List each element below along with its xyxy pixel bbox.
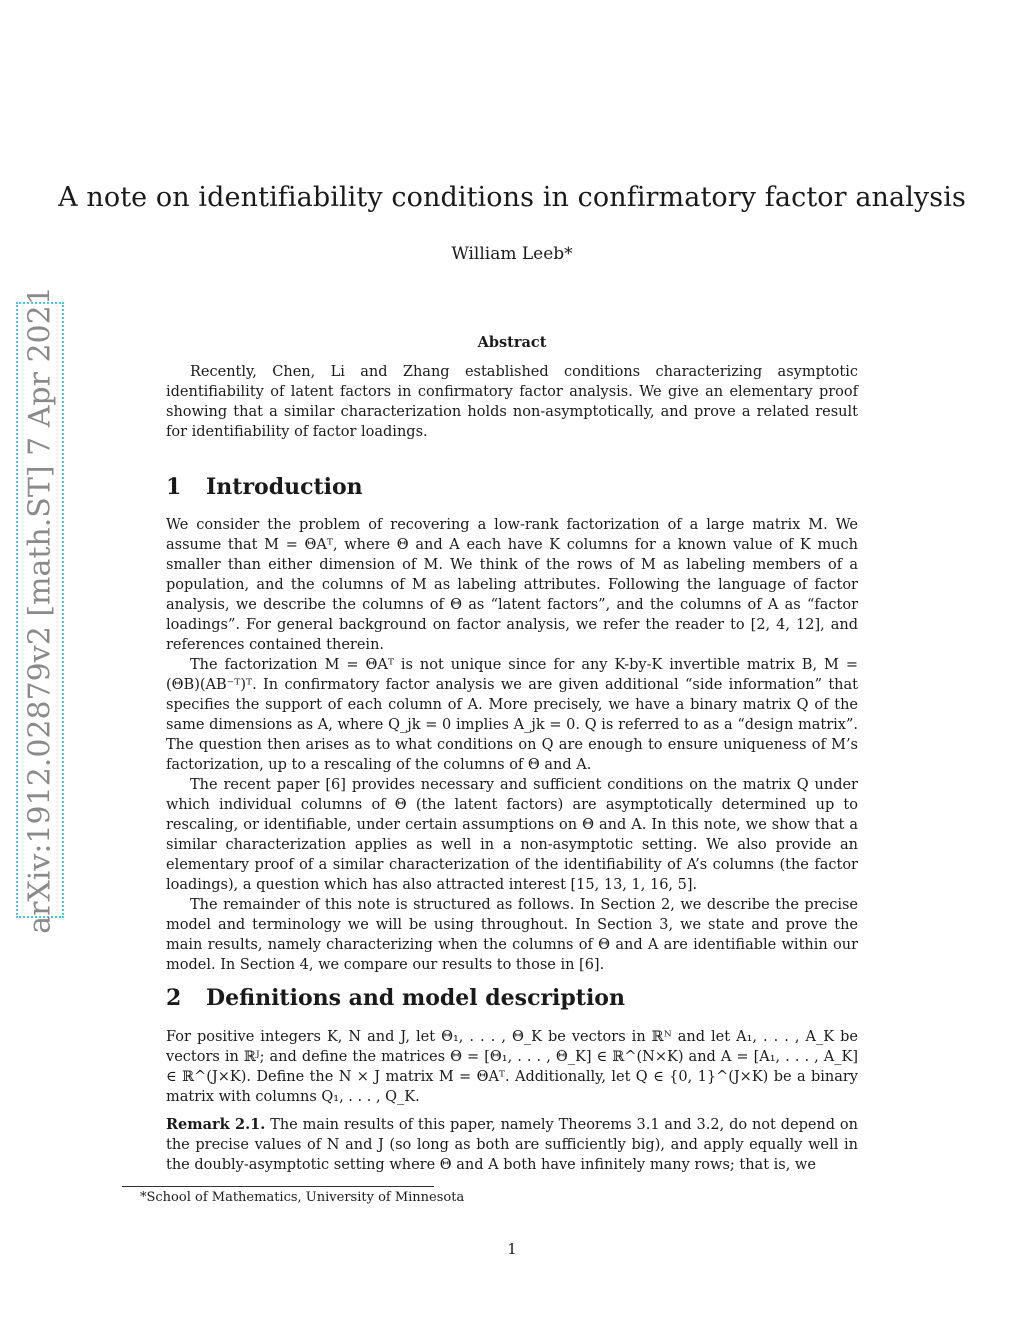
remark-label: Remark 2.1. bbox=[166, 1116, 266, 1133]
paragraph: We consider the problem of recovering a low-rank factorization of a large matrix M. We assume that M = ΘAᵀ, where Θ and A each have K columns for a known value of K much smaller than either dimension of M. We think of the rows of M as labeling members of a population, and the columns of M as labeling attributes. Following the language of factor analysis, we describe the columns of Θ as “latent factors”, and the columns of A as “factor loadings”. For general background on factor analysis, we refer the reader to [2, 4, 12], and references contained therein. bbox=[166, 517, 858, 653]
section-1-heading bbox=[166, 474, 363, 500]
footnote: *School of Mathematics, University of Minnesota bbox=[140, 1190, 465, 1205]
arxiv-stamp bbox=[16, 286, 64, 934]
page-number: 1 bbox=[507, 1240, 517, 1258]
abstract-text: Recently, Chen, Li and Zhang established conditions characterizing asymptotic identifiability of latent factors in confirmatory factor analysis. We give an elementary proof showing that a similar characterization holds non-asymptotically, and prove a related result for identifiability of factor loadings. bbox=[166, 364, 858, 440]
remark-text: The main results of this paper, namely Theorems 3.1 and 3.2, do not depend on the precise values of N and J (so long as both are sufficiently big), and apply equally well in the doubly-asymptotic setting where Θ and A both have infinitely many rows; that is, we bbox=[166, 1117, 858, 1173]
abstract-heading: Abstract bbox=[477, 334, 547, 351]
section-title: Definitions and model description bbox=[206, 985, 625, 1011]
paragraph: For positive integers K, N and J, let Θ₁, . . . , Θ_K be vectors in ℝᴺ and let A₁, . . . , A_K be vectors in ℝᴶ; and define the matrices Θ = [Θ₁, . . . , Θ_K] ∈ ℝ^(N×K) and A = [A₁, . . . , A_K] ∈ ℝ^(J×K). Define the N × J matrix M = ΘAᵀ. Additionally, let Q ∈ {0, 1}^(J×K) be a binary matrix with columns Q₁, . . . , Q_K. bbox=[166, 1029, 858, 1105]
section-number: 1 bbox=[166, 474, 182, 500]
arxiv-id: arXiv:1912.02879v2 [math.ST] 7 Apr 2021 bbox=[22, 286, 58, 934]
section-number: 2 bbox=[166, 985, 182, 1011]
paragraph: The factorization M = ΘAᵀ is not unique since for any K-by-K invertible matrix B, M = (ΘB)(AB⁻ᵀ)ᵀ. In confirmatory factor analysis we are given additional “side information” that specifies the support of each column of A. More precisely, we have a binary matrix Q of the same dimensions as A, where Q_jk = 0 implies A_jk = 0. Q is referred to as a “design matrix”. The question then arises as to what conditions on Q are enough to ensure uniqueness of M’s factorization, up to a rescaling of the columns of Θ and A. bbox=[166, 657, 858, 773]
footnote-rule bbox=[122, 1186, 434, 1187]
paragraph: The recent paper [6] provides necessary and sufficient conditions on the matrix Q under which individual columns of Θ (the latent factors) are asymptotically determined up to rescaling, or identifiable, under certain assumptions on Θ and A. In this note, we show that a similar characterization applies as well in a non-asymptotic setting. We also provide an elementary proof of a similar characterization of the identifiability of A’s columns (the factor loadings), a question which has also attracted interest [15, 13, 1, 16, 5]. bbox=[166, 777, 858, 893]
section-2-heading bbox=[166, 985, 625, 1011]
author: William Leeb* bbox=[451, 244, 573, 264]
section-title: Introduction bbox=[206, 474, 363, 500]
section-2-body bbox=[166, 1027, 858, 1175]
paper-title: A note on identifiability conditions in confirmatory factor analysis bbox=[58, 182, 966, 213]
remark bbox=[166, 1115, 858, 1175]
section-1-body bbox=[166, 515, 858, 975]
paragraph: The remainder of this note is structured as follows. In Section 2, we describe the precise model and terminology we will be using throughout. In Section 3, we state and prove the main results, namely characterizing when the columns of Θ and A are identifiable within our model. In Section 4, we compare our results to those in [6]. bbox=[166, 897, 858, 973]
